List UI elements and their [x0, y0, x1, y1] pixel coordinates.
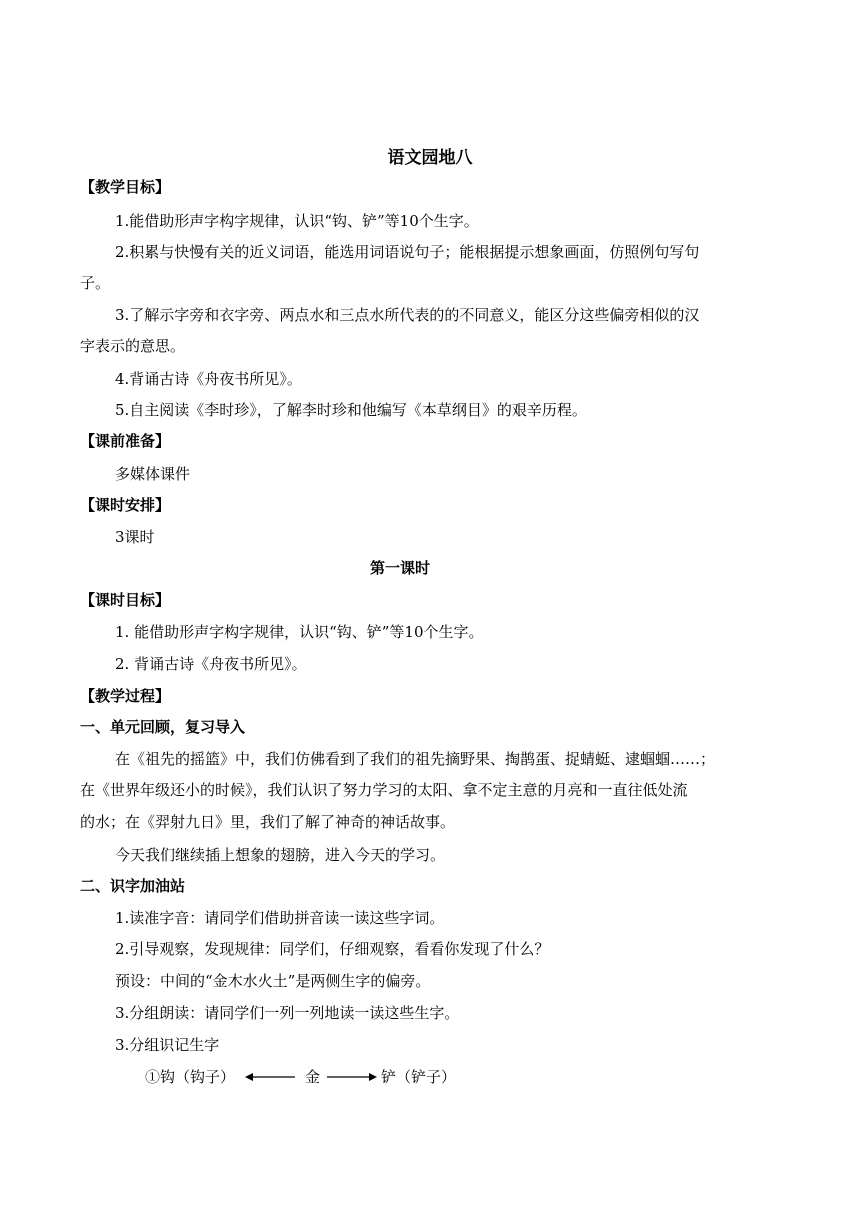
prep-text: 多媒体课件: [115, 465, 191, 483]
right-arrow-icon: [325, 1066, 377, 1088]
paragraph-line: 在《世界年级还小的时候》，我们认识了努力学习的太阳、拿不定主意的月亮和一直往低处流: [80, 781, 688, 799]
section-heading-lesson-goals: 【课时目标】: [80, 591, 171, 609]
paragraph-line: 在《祖先的摇篮》中，我们仿佛看到了我们的祖先摘野果、掏鹊蛋、捉蜻蜓、逮蝈蝈……；: [115, 750, 716, 768]
paragraph-line: 今天我们继续插上想象的翅膀，进入今天的学习。: [115, 846, 446, 864]
page-title: 语文园地八: [387, 148, 473, 168]
schedule-text: 3课时: [115, 528, 155, 546]
part1-heading: 一、单元回顾，复习导入: [80, 718, 246, 736]
paragraph-line: 预设：中间的“金木水火土”是两侧生字的偏旁。: [115, 972, 431, 990]
goal-item: 5.自主阅读《李时珍》，了解李时珍和他编写《本草纲目》的艰辛历程。: [115, 401, 587, 419]
left-arrow-icon: [245, 1066, 297, 1088]
radical-left-word: ①钩（钩子）: [145, 1068, 236, 1086]
goal-item: 3.了解示字旁和衣字旁、两点水和三点水所代表的的不同意义，能区分这些偏旁相似的汉: [115, 306, 700, 324]
goal-item: 1.能借助形声字构字规律，认识“钩、铲”等10个生字。: [115, 212, 479, 230]
goal-item: 2.积累与快慢有关的近义词语，能选用词语说句子；能根据提示想象画面，仿照例句写句: [115, 243, 700, 261]
paragraph-line: 1.读准字音：请同学们借助拼音读一读这些字词。: [115, 909, 445, 927]
goal-item-continued: 字表示的意思。: [80, 337, 186, 355]
lesson-title: 第一课时: [369, 559, 430, 577]
part2-heading: 二、识字加油站: [80, 877, 186, 895]
lesson-goal-item: 1. 能借助形声字构字规律，认识“钩、铲”等10个生字。: [115, 623, 484, 641]
lesson-goal-item: 2. 背诵古诗《舟夜书所见》。: [115, 655, 307, 673]
goal-item: 4.背诵古诗《舟夜书所见》。: [115, 370, 302, 388]
radical-center: 金: [305, 1068, 321, 1086]
section-heading-prep: 【课前准备】: [80, 432, 171, 450]
section-heading-goals: 【教学目标】: [80, 178, 171, 196]
paragraph-line: 3.分组朗读：请同学们一列一列地读一读这些生字。: [115, 1004, 460, 1022]
goal-item-continued: 子。: [80, 274, 111, 292]
paragraph-line: 2.引导观察，发现规律：同学们，仔细观察，看看你发现了什么？: [115, 940, 550, 958]
paragraph-line: 3.分组识记生字: [115, 1036, 220, 1054]
section-heading-process: 【教学过程】: [80, 687, 171, 705]
radical-right-word: 铲（铲子）: [381, 1068, 457, 1086]
paragraph-line: 的水；在《羿射九日》里，我们了解了神奇的神话故事。: [80, 813, 456, 831]
section-heading-schedule: 【课时安排】: [80, 496, 171, 514]
